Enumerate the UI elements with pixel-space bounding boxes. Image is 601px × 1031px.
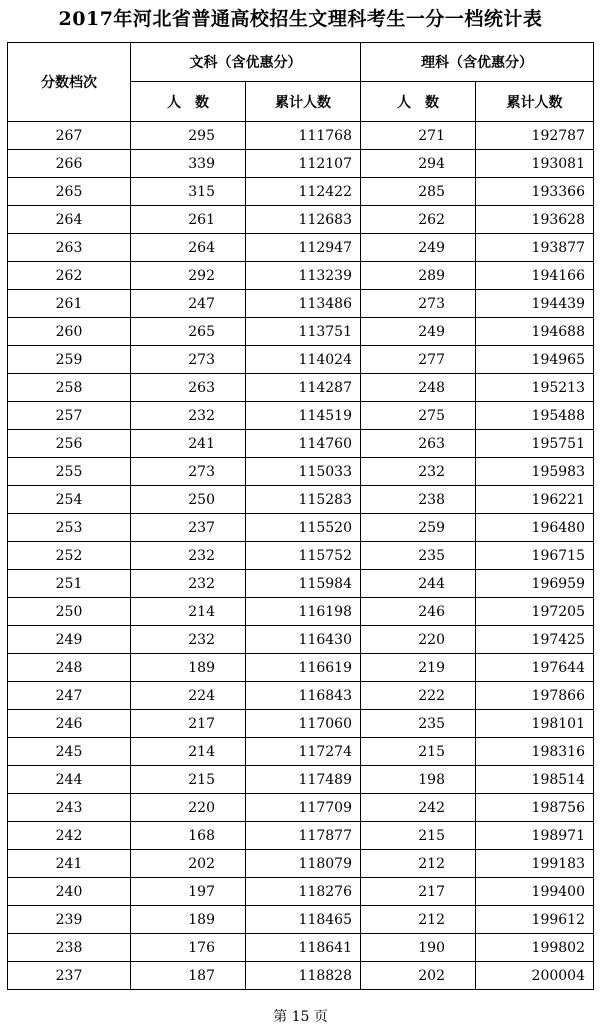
table-row [8, 514, 594, 542]
score-distribution-table [7, 42, 594, 990]
score-cell: 247 [8, 682, 131, 710]
arts-cumulative-cell: 117877 [246, 822, 361, 850]
science-cumulative-cell: 199400 [476, 878, 594, 906]
header-science-count: 人 数 [361, 82, 476, 122]
table-row [8, 850, 594, 878]
science-count-cell: 277 [361, 346, 476, 374]
arts-cumulative-cell: 115984 [246, 570, 361, 598]
science-cumulative-cell: 194439 [476, 290, 594, 318]
score-cell: 258 [8, 374, 131, 402]
score-cell: 246 [8, 710, 131, 738]
score-cell: 249 [8, 626, 131, 654]
science-cumulative-cell: 195488 [476, 402, 594, 430]
arts-cumulative-cell: 113751 [246, 318, 361, 346]
science-count-cell: 198 [361, 766, 476, 794]
science-cumulative-cell: 196715 [476, 542, 594, 570]
table-row [8, 150, 594, 178]
arts-count-cell: 189 [131, 906, 246, 934]
table-row [8, 934, 594, 962]
score-cell: 253 [8, 514, 131, 542]
science-cumulative-cell: 194965 [476, 346, 594, 374]
arts-count-cell: 232 [131, 626, 246, 654]
science-cumulative-cell: 197866 [476, 682, 594, 710]
score-cell: 242 [8, 822, 131, 850]
arts-count-cell: 189 [131, 654, 246, 682]
table-row [8, 598, 594, 626]
table-row [8, 402, 594, 430]
science-count-cell: 275 [361, 402, 476, 430]
arts-cumulative-cell: 113486 [246, 290, 361, 318]
header-science: 理科（含优惠分） [361, 43, 594, 82]
arts-cumulative-cell: 115520 [246, 514, 361, 542]
arts-cumulative-cell: 118276 [246, 878, 361, 906]
science-count-cell: 235 [361, 710, 476, 738]
score-cell: 241 [8, 850, 131, 878]
score-cell: 264 [8, 206, 131, 234]
science-count-cell: 212 [361, 906, 476, 934]
arts-count-cell: 215 [131, 766, 246, 794]
score-cell: 240 [8, 878, 131, 906]
table-row [8, 318, 594, 346]
science-cumulative-cell: 195751 [476, 430, 594, 458]
table-row [8, 458, 594, 486]
arts-count-cell: 176 [131, 934, 246, 962]
table-header [8, 43, 594, 122]
score-cell: 265 [8, 178, 131, 206]
table-row [8, 962, 594, 990]
arts-count-cell: 220 [131, 794, 246, 822]
arts-count-cell: 217 [131, 710, 246, 738]
arts-count-cell: 295 [131, 122, 246, 150]
science-count-cell: 232 [361, 458, 476, 486]
header-arts-count: 人 数 [131, 82, 246, 122]
table-body [8, 122, 594, 990]
science-cumulative-cell: 194688 [476, 318, 594, 346]
table-row [8, 346, 594, 374]
arts-count-cell: 247 [131, 290, 246, 318]
science-count-cell: 289 [361, 262, 476, 290]
science-cumulative-cell: 196959 [476, 570, 594, 598]
arts-count-cell: 241 [131, 430, 246, 458]
table-row [8, 570, 594, 598]
score-cell: 243 [8, 794, 131, 822]
arts-count-cell: 232 [131, 402, 246, 430]
score-cell: 262 [8, 262, 131, 290]
science-cumulative-cell: 194166 [476, 262, 594, 290]
table-row [8, 794, 594, 822]
science-count-cell: 259 [361, 514, 476, 542]
table-row [8, 178, 594, 206]
table-row [8, 262, 594, 290]
science-cumulative-cell: 199802 [476, 934, 594, 962]
science-count-cell: 212 [361, 850, 476, 878]
science-count-cell: 220 [361, 626, 476, 654]
arts-count-cell: 265 [131, 318, 246, 346]
arts-count-cell: 273 [131, 458, 246, 486]
arts-cumulative-cell: 112422 [246, 178, 361, 206]
science-count-cell: 249 [361, 234, 476, 262]
arts-cumulative-cell: 116430 [246, 626, 361, 654]
arts-cumulative-cell: 112683 [246, 206, 361, 234]
header-science-cumulative: 累计人数 [476, 82, 594, 122]
science-count-cell: 242 [361, 794, 476, 822]
arts-cumulative-cell: 113239 [246, 262, 361, 290]
arts-cumulative-cell: 115752 [246, 542, 361, 570]
science-cumulative-cell: 197644 [476, 654, 594, 682]
header-score: 分数档次 [8, 43, 131, 122]
table-row [8, 122, 594, 150]
table-row [8, 738, 594, 766]
science-count-cell: 215 [361, 822, 476, 850]
arts-cumulative-cell: 111768 [246, 122, 361, 150]
science-count-cell: 246 [361, 598, 476, 626]
science-cumulative-cell: 196480 [476, 514, 594, 542]
arts-cumulative-cell: 116619 [246, 654, 361, 682]
score-cell: 259 [8, 346, 131, 374]
arts-cumulative-cell: 112947 [246, 234, 361, 262]
science-count-cell: 273 [361, 290, 476, 318]
header-arts: 文科（含优惠分） [131, 43, 361, 82]
arts-cumulative-cell: 114760 [246, 430, 361, 458]
score-cell: 254 [8, 486, 131, 514]
arts-cumulative-cell: 117489 [246, 766, 361, 794]
science-cumulative-cell: 198514 [476, 766, 594, 794]
table-row [8, 682, 594, 710]
arts-cumulative-cell: 114519 [246, 402, 361, 430]
arts-cumulative-cell: 112107 [246, 150, 361, 178]
science-count-cell: 219 [361, 654, 476, 682]
arts-count-cell: 261 [131, 206, 246, 234]
science-cumulative-cell: 195983 [476, 458, 594, 486]
arts-count-cell: 315 [131, 178, 246, 206]
science-cumulative-cell: 199612 [476, 906, 594, 934]
science-cumulative-cell: 198101 [476, 710, 594, 738]
table-row [8, 822, 594, 850]
arts-count-cell: 224 [131, 682, 246, 710]
document-title: 2017年河北省普通高校招生文理科考生一分一档统计表 [58, 8, 543, 30]
arts-count-cell: 232 [131, 570, 246, 598]
science-cumulative-cell: 198316 [476, 738, 594, 766]
science-count-cell: 262 [361, 206, 476, 234]
science-count-cell: 285 [361, 178, 476, 206]
score-cell: 237 [8, 962, 131, 990]
table-row [8, 486, 594, 514]
table-row [8, 878, 594, 906]
science-count-cell: 235 [361, 542, 476, 570]
score-cell: 257 [8, 402, 131, 430]
science-count-cell: 202 [361, 962, 476, 990]
science-count-cell: 238 [361, 486, 476, 514]
science-cumulative-cell: 193081 [476, 150, 594, 178]
science-cumulative-cell: 197425 [476, 626, 594, 654]
arts-cumulative-cell: 114287 [246, 374, 361, 402]
science-count-cell: 222 [361, 682, 476, 710]
table-row [8, 374, 594, 402]
table-row [8, 430, 594, 458]
table-row [8, 710, 594, 738]
science-cumulative-cell: 193366 [476, 178, 594, 206]
table-row [8, 542, 594, 570]
arts-count-cell: 250 [131, 486, 246, 514]
header-arts-cumulative: 累计人数 [246, 82, 361, 122]
science-count-cell: 294 [361, 150, 476, 178]
arts-cumulative-cell: 116198 [246, 598, 361, 626]
arts-count-cell: 292 [131, 262, 246, 290]
arts-count-cell: 214 [131, 598, 246, 626]
arts-count-cell: 263 [131, 374, 246, 402]
table-row [8, 206, 594, 234]
arts-cumulative-cell: 114024 [246, 346, 361, 374]
table-row [8, 626, 594, 654]
science-count-cell: 263 [361, 430, 476, 458]
table-row [8, 906, 594, 934]
arts-count-cell: 168 [131, 822, 246, 850]
table-row [8, 290, 594, 318]
arts-count-cell: 264 [131, 234, 246, 262]
arts-cumulative-cell: 117274 [246, 738, 361, 766]
score-cell: 252 [8, 542, 131, 570]
arts-count-cell: 273 [131, 346, 246, 374]
score-cell: 238 [8, 934, 131, 962]
science-cumulative-cell: 195213 [476, 374, 594, 402]
science-count-cell: 248 [361, 374, 476, 402]
science-count-cell: 217 [361, 878, 476, 906]
score-cell: 256 [8, 430, 131, 458]
arts-cumulative-cell: 118079 [246, 850, 361, 878]
science-count-cell: 215 [361, 738, 476, 766]
science-cumulative-cell: 193877 [476, 234, 594, 262]
science-cumulative-cell: 200004 [476, 962, 594, 990]
arts-cumulative-cell: 118828 [246, 962, 361, 990]
arts-count-cell: 202 [131, 850, 246, 878]
science-cumulative-cell: 198971 [476, 822, 594, 850]
arts-cumulative-cell: 115033 [246, 458, 361, 486]
science-cumulative-cell: 199183 [476, 850, 594, 878]
page-number: 第 15 页 [273, 1009, 328, 1025]
arts-count-cell: 232 [131, 542, 246, 570]
arts-cumulative-cell: 118641 [246, 934, 361, 962]
science-count-cell: 190 [361, 934, 476, 962]
science-count-cell: 271 [361, 122, 476, 150]
science-cumulative-cell: 197205 [476, 598, 594, 626]
science-cumulative-cell: 193628 [476, 206, 594, 234]
arts-cumulative-cell: 118465 [246, 906, 361, 934]
table-row [8, 766, 594, 794]
score-cell: 251 [8, 570, 131, 598]
score-cell: 261 [8, 290, 131, 318]
arts-cumulative-cell: 116843 [246, 682, 361, 710]
table-row [8, 234, 594, 262]
arts-cumulative-cell: 117060 [246, 710, 361, 738]
arts-count-cell: 214 [131, 738, 246, 766]
science-count-cell: 244 [361, 570, 476, 598]
score-cell: 263 [8, 234, 131, 262]
score-cell: 250 [8, 598, 131, 626]
score-cell: 255 [8, 458, 131, 486]
score-cell: 244 [8, 766, 131, 794]
score-cell: 248 [8, 654, 131, 682]
arts-count-cell: 187 [131, 962, 246, 990]
score-cell: 260 [8, 318, 131, 346]
table-row [8, 654, 594, 682]
score-cell: 239 [8, 906, 131, 934]
arts-count-cell: 197 [131, 878, 246, 906]
arts-count-cell: 339 [131, 150, 246, 178]
score-cell: 267 [8, 122, 131, 150]
arts-cumulative-cell: 115283 [246, 486, 361, 514]
score-cell: 245 [8, 738, 131, 766]
score-cell: 266 [8, 150, 131, 178]
science-cumulative-cell: 192787 [476, 122, 594, 150]
arts-cumulative-cell: 117709 [246, 794, 361, 822]
science-count-cell: 249 [361, 318, 476, 346]
arts-count-cell: 237 [131, 514, 246, 542]
science-cumulative-cell: 198756 [476, 794, 594, 822]
science-cumulative-cell: 196221 [476, 486, 594, 514]
